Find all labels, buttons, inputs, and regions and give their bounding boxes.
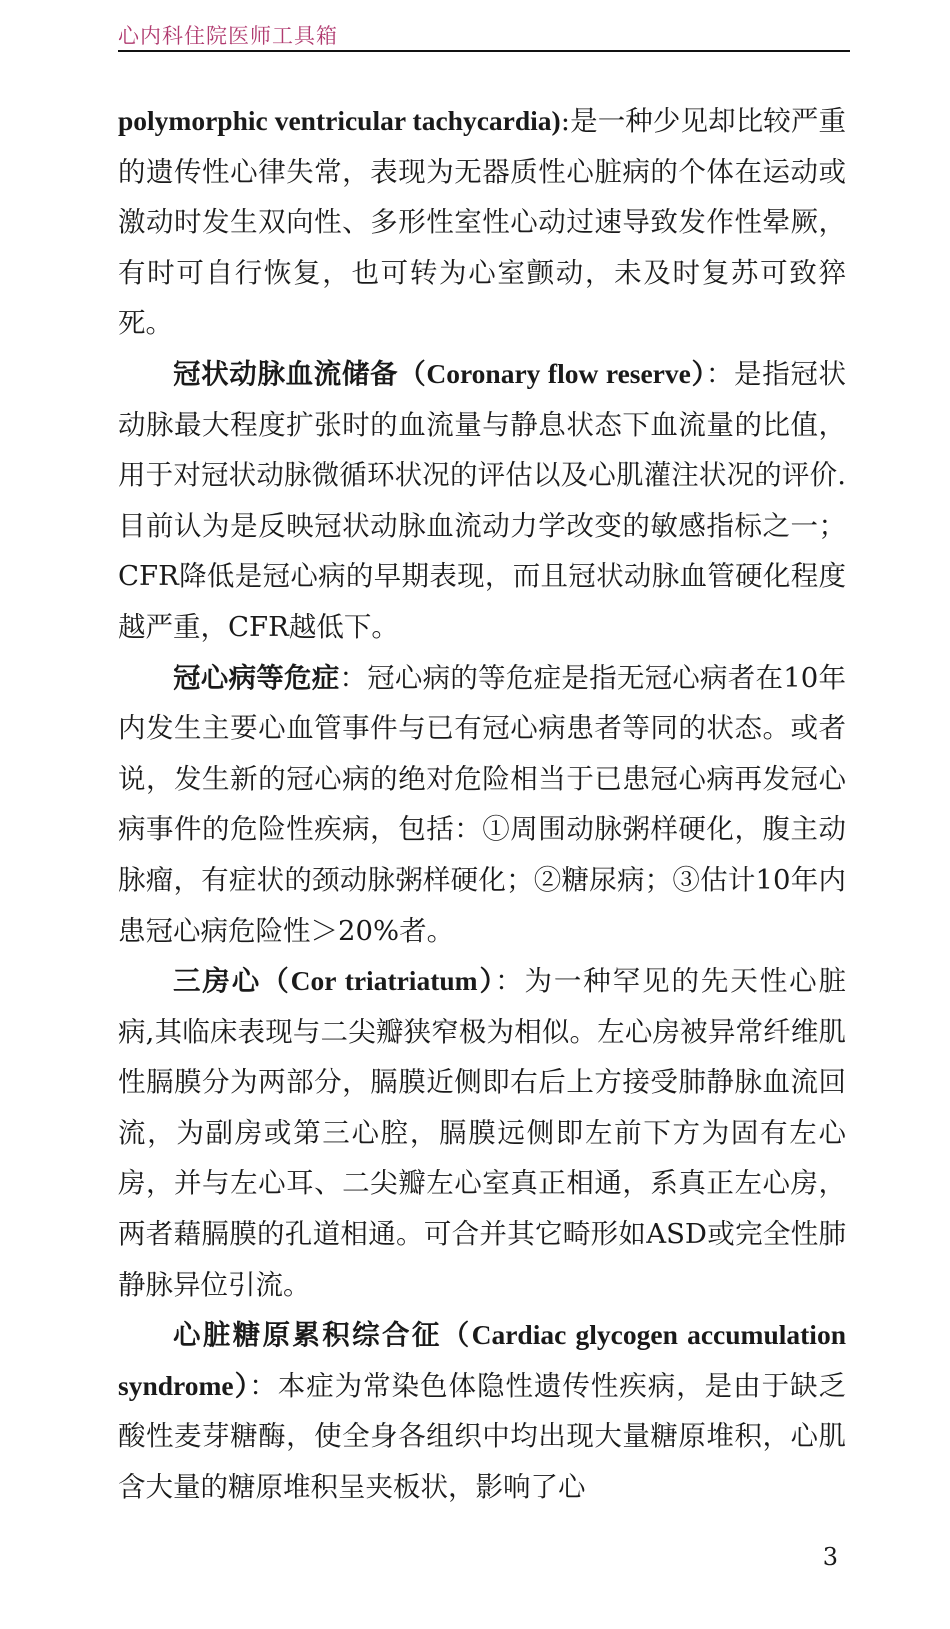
term-coronary-flow-reserve: 冠状动脉血流储备（Coronary flow reserve） bbox=[173, 357, 706, 389]
paragraph-cardiac-glycogen bbox=[118, 1310, 846, 1512]
paragraph-cor-triatriatum bbox=[118, 956, 846, 1310]
definition-cpvt: :是一种少见却比较严重的遗传性心律失常，表现为无器质性心脏病的个体在运动或激动时发生双向性、多形性室性心动过速导致发作性晕厥，有时可自行恢复，也可转为心室颤动，未及时复苏可致猝死。 bbox=[118, 105, 847, 340]
definition-chd-risk-equivalent: ：冠心病的等危症是指无冠心病者在10年内发生主要心血管事件与已有冠心病患者等同的状态。或者说，发生新的冠心病的绝对危险相当于已患冠心病再发冠心病事件的危险性疾病，包括：①周围动脉粥样硬化，腹主动脉瘤，有症状的颈动脉粥样硬化；②糖尿病；③估计10年内患冠心病危险性＞20%者。 bbox=[118, 661, 846, 947]
term-cardiac-glycogen: 心脏糖原累积综合征（Cardiac glycogen accumulation syndrome） bbox=[118, 1319, 846, 1401]
page-header bbox=[118, 22, 850, 52]
paragraph-chd-risk-equivalent bbox=[118, 653, 846, 957]
term-cpvt: polymorphic ventricular tachycardia) bbox=[118, 105, 561, 136]
definition-cor-triatriatum: ：为一种罕见的先天性心脏病,其临床表现与二尖瓣狭窄极为相似。左心房被异常纤维肌性膈膜分为两部分，膈膜近侧即右后上方接受肺静脉血流回流，为副房或第三心腔，膈膜远侧即左前下方为固有左心房，并与左心耳、二尖瓣左心室真正相通，系真正左心房，两者藉膈膜的孔道相通。可合并其它畸形如ASD或完全性肺静脉异位引流。 bbox=[118, 965, 847, 1301]
definition-coronary-flow-reserve: ：是指冠状动脉最大程度扩张时的血流量与静息状态下血流量的比值，用于对冠状动脉微循环状况的评估以及心肌灌注状况的评价. 目前认为是反映冠状动脉血流动力学改变的敏感指标之一；CFR降低是冠心病的早期表现，而且冠状动脉血管硬化程度越严重，CFR越低下。 bbox=[118, 357, 847, 643]
paragraph-cpvt bbox=[118, 96, 846, 349]
paragraph-coronary-flow-reserve bbox=[118, 349, 846, 653]
header-title: 心内科住院医师工具箱 bbox=[118, 24, 338, 48]
page-number: 3 bbox=[822, 1543, 838, 1571]
term-cor-triatriatum: 三房心（Cor triatriatum） bbox=[173, 965, 496, 997]
definition-cardiac-glycogen: ：本症为常染色体隐性遗传性疾病，是由于缺乏酸性麦芽糖酶，使全身各组织中均出现大量糖原堆积，心肌含大量的糖原堆积呈夹板状，影响了心 bbox=[118, 1369, 846, 1504]
document-body bbox=[118, 96, 846, 1513]
term-chd-risk-equivalent: 冠心病等危症 bbox=[173, 661, 340, 693]
